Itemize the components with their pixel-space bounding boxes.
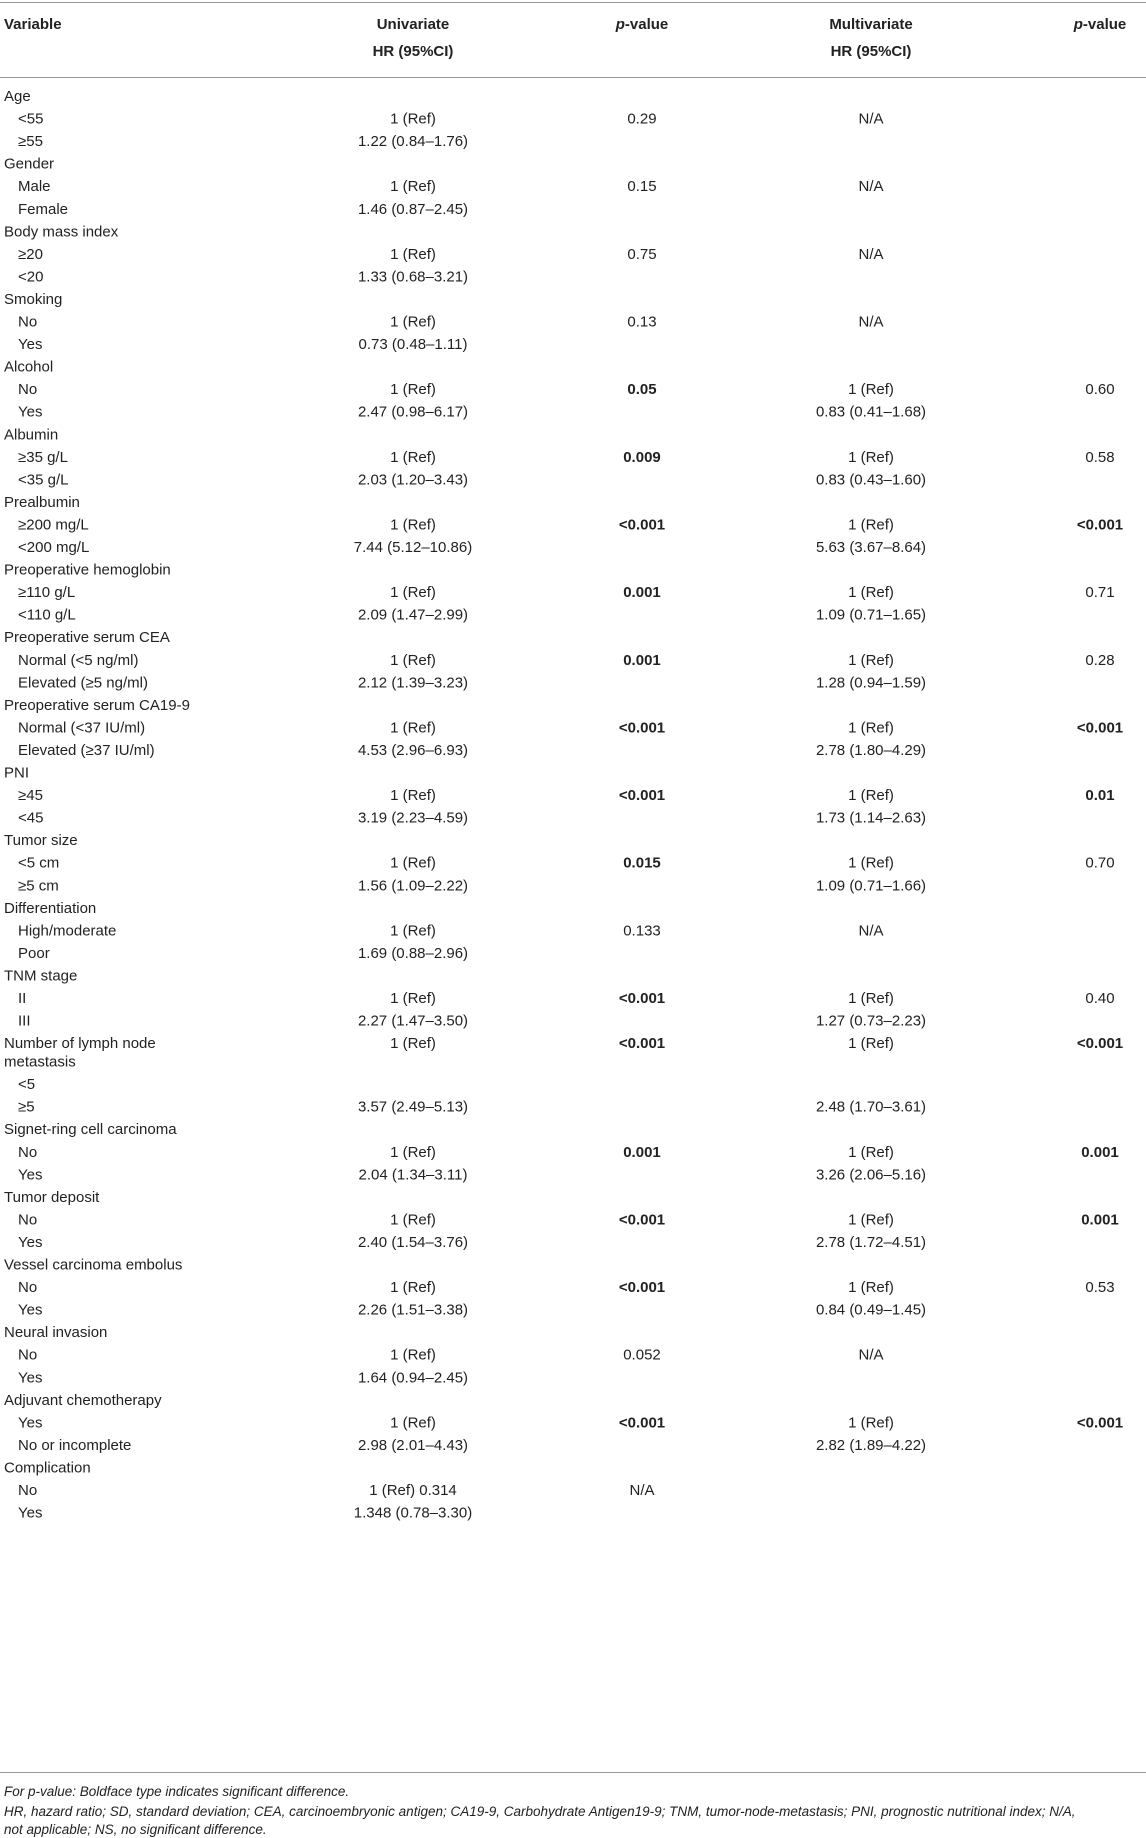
multivariate-hr-cell: 1.28 (0.94–1.59) bbox=[815, 674, 927, 692]
row-level-label: Poor bbox=[18, 944, 50, 962]
multivariate-hr-cell: 1 (Ref) bbox=[848, 990, 894, 1007]
row-level-label: <200 mg/L bbox=[18, 539, 90, 556]
univariate-hr-cell: 1 (Ref) bbox=[390, 178, 436, 196]
multivariate-p-value-cell: <0.001 bbox=[1076, 719, 1124, 737]
header-p-value-multivariate: p-value bbox=[1073, 16, 1127, 33]
multivariate-hr-cell: N/A bbox=[858, 245, 884, 263]
univariate-hr-cell: 1 (Ref) bbox=[390, 787, 436, 805]
row-group-label: Prealbumin bbox=[4, 493, 80, 511]
multivariate-hr-cell: 1 (Ref) bbox=[848, 1279, 894, 1297]
row-level-label: ≥110 g/L bbox=[18, 584, 76, 602]
row-level-label: No or incomplete bbox=[18, 1436, 132, 1454]
table-footnotes bbox=[4, 1784, 1076, 1837]
row-level-label: No bbox=[18, 1482, 38, 1500]
univariate-p-value-cell: 0.001 bbox=[623, 584, 661, 602]
row-group-label: Preoperative hemoglobin bbox=[4, 561, 171, 579]
row-group-label: PNI bbox=[4, 764, 30, 782]
multivariate-hr-cell: 1.09 (0.71–1.65) bbox=[815, 606, 927, 624]
table-body bbox=[4, 88, 1123, 1522]
header-univariate-hr: HR (95%CI) bbox=[372, 43, 454, 60]
multivariate-hr-cell: 2.82 (1.89–4.22) bbox=[815, 1436, 927, 1454]
row-group-label: Differentiation bbox=[4, 899, 97, 917]
univariate-hr-cell: 1 (Ref) bbox=[390, 651, 436, 669]
row-group-label: Preoperative serum CA19-9 bbox=[4, 696, 190, 714]
univariate-hr-cell: 1 (Ref) bbox=[390, 516, 436, 534]
univariate-p-value-cell: 0.75 bbox=[627, 245, 657, 263]
multivariate-hr-cell: 2.78 (1.80–4.29) bbox=[815, 741, 927, 759]
row-level-label: <45 bbox=[18, 809, 44, 827]
univariate-hr-cell: 1 (Ref) bbox=[390, 1414, 436, 1432]
multivariate-hr-cell: 1 (Ref) bbox=[848, 1414, 894, 1432]
multivariate-hr-cell: 0.83 (0.43–1.60) bbox=[815, 471, 927, 489]
multivariate-p-value-cell: 0.40 bbox=[1085, 990, 1115, 1007]
univariate-p-value-cell: <0.001 bbox=[618, 990, 666, 1007]
row-group-label: Alcohol bbox=[4, 358, 54, 376]
row-level-label: Yes bbox=[18, 1166, 43, 1184]
univariate-p-value-cell: <0.001 bbox=[618, 719, 666, 737]
row-level-label: ≥20 bbox=[18, 245, 43, 263]
multivariate-hr-cell: 2.78 (1.72–4.51) bbox=[815, 1233, 927, 1251]
multivariate-p-value-cell: 0.71 bbox=[1085, 584, 1115, 602]
univariate-hr-cell: 1 (Ref) bbox=[390, 245, 436, 263]
univariate-p-value-cell: 0.05 bbox=[627, 381, 657, 399]
row-level-label: ≥5 cm bbox=[18, 877, 59, 895]
multivariate-hr-cell: 0.83 (0.41–1.68) bbox=[815, 403, 927, 421]
univariate-hr-cell: 2.03 (1.20–3.43) bbox=[357, 471, 469, 489]
multivariate-p-value-cell: 0.53 bbox=[1085, 1279, 1115, 1297]
row-group-label-cont: metastasis bbox=[4, 1053, 76, 1071]
multivariate-hr-cell: 1.73 (1.14–2.63) bbox=[815, 809, 927, 827]
multivariate-p-value-cell: 0.001 bbox=[1081, 1211, 1119, 1229]
univariate-p-value-cell: 0.29 bbox=[627, 110, 657, 128]
header-p-value-univariate: p-value bbox=[615, 16, 669, 33]
multivariate-p-value-cell: 0.001 bbox=[1081, 1143, 1119, 1161]
univariate-hr-cell: 2.27 (1.47–3.50) bbox=[357, 1012, 469, 1030]
table-header bbox=[4, 16, 1126, 60]
univariate-hr-cell: 2.26 (1.51–3.38) bbox=[357, 1301, 469, 1319]
univariate-hr-cell: 4.53 (2.96–6.93) bbox=[357, 741, 469, 759]
row-level-label: Yes bbox=[18, 1504, 43, 1522]
multivariate-hr-cell: 1 (Ref) bbox=[848, 516, 894, 534]
row-level-label: Normal (<5 ng/ml) bbox=[18, 651, 139, 669]
multivariate-hr-cell: 1.09 (0.71–1.66) bbox=[815, 877, 927, 895]
header-multivariate-hr: HR (95%CI) bbox=[830, 43, 912, 60]
univariate-hr-cell: 1 (Ref) bbox=[390, 448, 436, 466]
univariate-hr-cell: 1.56 (1.09–2.22) bbox=[357, 877, 469, 895]
row-group-label: Tumor size bbox=[4, 832, 78, 850]
multivariate-hr-cell: 1 (Ref) bbox=[848, 381, 894, 399]
multivariate-hr-cell: 1 (Ref) bbox=[848, 1035, 894, 1053]
univariate-hr-cell: 1.64 (0.94–2.45) bbox=[357, 1369, 469, 1387]
row-level-label: <20 bbox=[18, 268, 44, 286]
univariate-p-value-cell: 0.15 bbox=[627, 178, 657, 196]
multivariate-hr-cell: 1.27 (0.73–2.23) bbox=[815, 1012, 927, 1030]
row-level-label: ≥200 mg/L bbox=[18, 516, 89, 534]
univariate-p-value-cell: 0.13 bbox=[627, 313, 657, 331]
univariate-hr-cell: 1.33 (0.68–3.21) bbox=[357, 268, 469, 286]
univariate-hr-cell: 1 (Ref) bbox=[390, 719, 436, 737]
row-level-label: No bbox=[18, 1143, 38, 1161]
univariate-p-value-cell: <0.001 bbox=[618, 787, 666, 805]
multivariate-hr-cell: 0.84 (0.49–1.45) bbox=[815, 1301, 927, 1319]
row-level-label: Elevated (≥5 ng/ml) bbox=[18, 674, 148, 692]
univariate-p-value-cell: <0.001 bbox=[618, 1035, 666, 1053]
row-level-label: High/moderate bbox=[18, 922, 117, 940]
univariate-hr-cell: 1 (Ref) bbox=[390, 1143, 436, 1161]
multivariate-hr-cell: 1 (Ref) bbox=[848, 584, 894, 602]
univariate-hr-cell: 1 (Ref) bbox=[390, 990, 436, 1007]
row-level-label: ≥55 bbox=[18, 133, 43, 151]
univariate-hr-cell: 1 (Ref) bbox=[390, 1346, 436, 1364]
row-group-label: Smoking bbox=[4, 290, 63, 308]
univariate-p-value-cell: 0.052 bbox=[623, 1346, 661, 1364]
footnote-abbreviations-cont: not applicable; NS, no significant difference. bbox=[4, 1822, 267, 1837]
univariate-hr-cell: 3.19 (2.23–4.59) bbox=[357, 809, 469, 827]
univariate-p-value-cell: <0.001 bbox=[618, 1211, 666, 1229]
multivariate-hr-cell: 1 (Ref) bbox=[848, 448, 894, 466]
header-multivariate: Multivariate bbox=[829, 16, 913, 33]
multivariate-p-value-cell: 0.58 bbox=[1085, 448, 1115, 466]
row-level-label: No bbox=[18, 1346, 38, 1364]
row-level-label: Yes bbox=[18, 1233, 43, 1251]
row-level-label: Male bbox=[18, 178, 51, 196]
row-level-label: No bbox=[18, 381, 38, 399]
univariate-hr-cell: 3.57 (2.49–5.13) bbox=[357, 1098, 469, 1116]
univariate-hr-cell: 2.40 (1.54–3.76) bbox=[357, 1233, 469, 1251]
univariate-hr-cell: 1 (Ref) bbox=[390, 922, 436, 940]
univariate-hr-cell: 1 (Ref) bbox=[390, 1211, 436, 1229]
univariate-p-value-cell: <0.001 bbox=[618, 516, 666, 534]
multivariate-hr-cell: 1 (Ref) bbox=[848, 1211, 894, 1229]
row-level-label: Yes bbox=[18, 336, 43, 354]
univariate-hr-cell: 2.98 (2.01–4.43) bbox=[357, 1436, 469, 1454]
row-group-label: Vessel carcinoma embolus bbox=[4, 1256, 183, 1274]
row-group-label: Gender bbox=[4, 155, 55, 173]
row-group-label: Age bbox=[4, 88, 31, 105]
row-level-label: No bbox=[18, 1211, 38, 1229]
row-level-label: Female bbox=[18, 200, 69, 218]
multivariate-hr-cell: 1 (Ref) bbox=[848, 787, 894, 805]
multivariate-hr-cell: 1 (Ref) bbox=[848, 719, 894, 737]
univariate-p-value-cell: 0.015 bbox=[623, 854, 661, 872]
row-group-label: Body mass index bbox=[4, 223, 119, 241]
multivariate-hr-cell: N/A bbox=[858, 1346, 884, 1364]
row-level-label: Yes bbox=[18, 1369, 43, 1387]
row-level-label: ≥35 g/L bbox=[18, 448, 68, 466]
multivariate-p-value-cell: 0.01 bbox=[1085, 787, 1115, 805]
univariate-hr-cell: 1.46 (0.87–2.45) bbox=[357, 200, 469, 218]
multivariate-hr-cell: N/A bbox=[858, 313, 884, 331]
univariate-p-value-cell: 0.009 bbox=[623, 448, 661, 466]
multivariate-hr-cell: 1 (Ref) bbox=[848, 1143, 894, 1161]
univariate-hr-cell: 1 (Ref) bbox=[390, 381, 436, 399]
univariate-hr-cell: 1 (Ref) bbox=[390, 313, 436, 331]
multivariate-p-value-cell: <0.001 bbox=[1076, 1035, 1124, 1053]
multivariate-p-value-cell: 0.60 bbox=[1085, 381, 1115, 399]
univariate-hr-cell: 2.04 (1.34–3.11) bbox=[358, 1166, 468, 1184]
univariate-hr-cell: 1 (Ref) 0.314 bbox=[369, 1482, 457, 1500]
row-level-label: <35 g/L bbox=[18, 471, 69, 489]
row-level-label: ≥5 bbox=[18, 1098, 35, 1116]
multivariate-hr-cell: N/A bbox=[858, 178, 884, 196]
row-group-label: Tumor deposit bbox=[4, 1188, 100, 1206]
univariate-hr-cell: 2.47 (0.98–6.17) bbox=[357, 403, 469, 421]
row-level-label: <5 cm bbox=[18, 854, 60, 872]
univariate-hr-cell: 1 (Ref) bbox=[390, 110, 436, 128]
univariate-hr-cell: 2.09 (1.47–2.99) bbox=[357, 606, 469, 624]
multivariate-hr-cell: 3.26 (2.06–5.16) bbox=[815, 1166, 927, 1184]
univariate-p-value-cell: 0.001 bbox=[623, 1143, 661, 1161]
row-level-label: Elevated (≥37 IU/ml) bbox=[18, 741, 155, 759]
univariate-p-value-cell: <0.001 bbox=[618, 1414, 666, 1432]
row-level-label: <55 bbox=[18, 110, 44, 128]
header-variable: Variable bbox=[4, 16, 62, 33]
multivariate-p-value-cell: 0.70 bbox=[1085, 854, 1115, 872]
header-univariate: Univariate bbox=[376, 16, 450, 33]
univariate-p-value-cell: 0.133 bbox=[623, 922, 661, 940]
row-group-label: Complication bbox=[4, 1459, 91, 1477]
row-group-label: Preoperative serum CEA bbox=[4, 629, 170, 647]
univariate-hr-cell: 0.73 (0.48–1.11) bbox=[358, 336, 468, 354]
row-level-label: No bbox=[18, 313, 38, 331]
row-level-label: II bbox=[18, 990, 27, 1007]
row-level-label: No bbox=[18, 1279, 38, 1297]
univariate-hr-cell: 1.69 (0.88–2.96) bbox=[357, 944, 469, 962]
multivariate-p-value-cell: <0.001 bbox=[1076, 1414, 1124, 1432]
univariate-hr-cell: 1 (Ref) bbox=[390, 584, 436, 602]
multivariate-hr-cell: N/A bbox=[858, 110, 884, 128]
multivariate-hr-cell: 2.48 (1.70–3.61) bbox=[815, 1098, 927, 1116]
univariate-p-value-cell: <0.001 bbox=[618, 1279, 666, 1297]
multivariate-p-value-cell: <0.001 bbox=[1076, 516, 1124, 534]
univariate-hr-cell: 1 (Ref) bbox=[390, 1279, 436, 1297]
row-group-label: TNM stage bbox=[4, 967, 78, 985]
row-level-label: <110 g/L bbox=[18, 606, 76, 624]
univariate-p-value-cell: 0.001 bbox=[623, 651, 661, 669]
row-level-label: III bbox=[18, 1012, 31, 1030]
multivariate-hr-cell: 1 (Ref) bbox=[848, 854, 894, 872]
univariate-hr-cell: 7.44 (5.12–10.86) bbox=[353, 539, 473, 556]
multivariate-hr-cell: N/A bbox=[858, 922, 884, 940]
multivariate-p-value-cell: 0.28 bbox=[1085, 651, 1115, 669]
row-group-label: Neural invasion bbox=[4, 1324, 108, 1342]
univariate-hr-cell: 1.348 (0.78–3.30) bbox=[353, 1504, 473, 1522]
row-level-label: Normal (<37 IU/ml) bbox=[18, 719, 146, 737]
row-level-label: <5 bbox=[18, 1076, 36, 1094]
footnote-abbreviations: HR, hazard ratio; SD, standard deviation; CEA, carcinoembryonic antigen; CA19-9, Carbohydrate Antigen19-9; TNM, tumor-node-metastasis; PNI, prognostic nutritional index; N/A, bbox=[4, 1804, 1076, 1819]
row-level-label: Yes bbox=[18, 1301, 43, 1319]
row-group-label: Number of lymph node bbox=[4, 1035, 156, 1053]
row-level-label: ≥45 bbox=[18, 787, 43, 805]
row-level-label: Yes bbox=[18, 403, 43, 421]
footnote-boldface: For p-value: Boldface type indicates significant difference. bbox=[4, 1784, 350, 1799]
univariate-hr-cell: 2.12 (1.39–3.23) bbox=[357, 674, 469, 692]
row-level-label: Yes bbox=[18, 1414, 43, 1432]
univariate-hr-cell: 1 (Ref) bbox=[390, 1035, 436, 1053]
row-group-label: Adjuvant chemotherapy bbox=[4, 1391, 162, 1409]
univariate-hr-cell: 1.22 (0.84–1.76) bbox=[357, 133, 469, 151]
univariate-hr-cell: 1 (Ref) bbox=[390, 854, 436, 872]
multivariate-hr-cell: 1 (Ref) bbox=[848, 651, 894, 669]
multivariate-hr-cell: 5.63 (3.67–8.64) bbox=[815, 539, 927, 556]
univariate-p-value-cell: N/A bbox=[629, 1482, 655, 1500]
row-group-label: Signet-ring cell carcinoma bbox=[4, 1121, 177, 1139]
row-group-label: Albumin bbox=[4, 426, 59, 444]
